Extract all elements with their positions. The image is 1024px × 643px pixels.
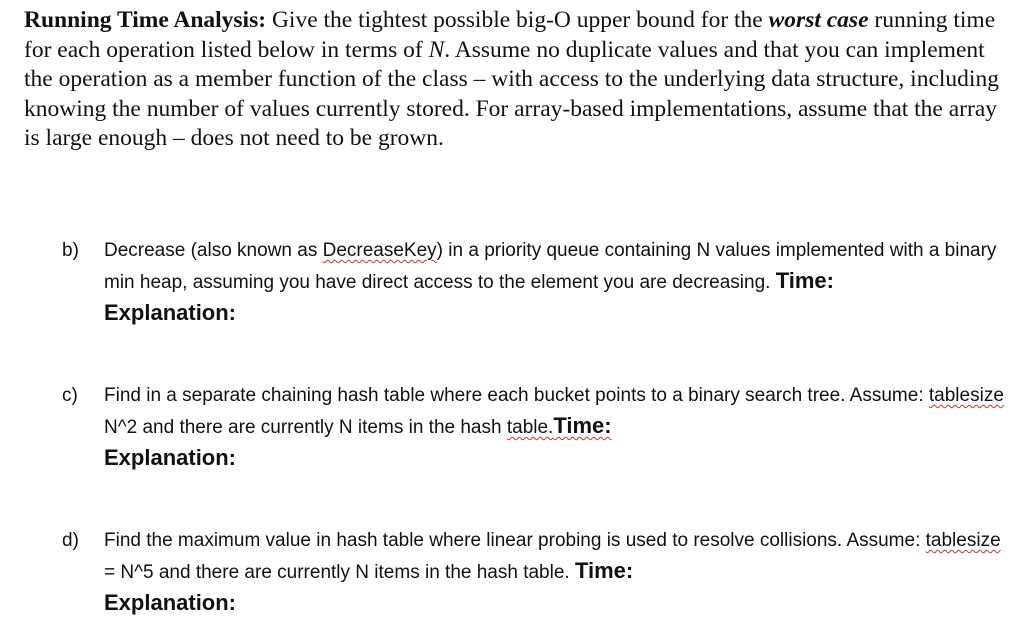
question-text: Find in a separate chaining hash table where each bucket points to a binary search tree. Assume: [104, 385, 929, 406]
spellcheck-word: DecreaseKey [322, 240, 437, 261]
explanation-label[interactable]: Explanation: [104, 445, 237, 470]
spellcheck-word: tablesize [925, 530, 1001, 551]
question-label: b) [62, 240, 79, 261]
time-label[interactable]: Time: [775, 268, 834, 293]
variable-n: N [428, 36, 445, 63]
explanation-label[interactable]: Explanation: [104, 590, 237, 615]
question-d [62, 526, 1012, 618]
question-text: Decrease (also known as [104, 240, 323, 261]
spellcheck-word: tablesize [928, 385, 1004, 406]
intro-text-2: running time for each operation listed below in terms of [24, 7, 996, 63]
question-b [62, 236, 1012, 328]
intro-text-1: Give the tightest possible big-O upper bound for the [266, 7, 769, 33]
intro-paragraph [24, 6, 1009, 154]
question-body [104, 236, 1012, 328]
spellcheck-word: table. [506, 417, 554, 438]
time-label[interactable]: Time: [553, 413, 612, 438]
question-label: c) [62, 385, 78, 406]
intro-text-3: . Assume no duplicate values and that you can implement the operation as a member function of the class – with access to the underlying data structure, including knowing the number of values currently stored. For array-based implementations, assume that the array is large enough – does not need to be grown. [24, 36, 999, 152]
worst-case-emphasis: worst case [768, 7, 869, 33]
question-text: N^2 and there are currently N items in the hash [104, 417, 507, 438]
intro-heading: Running Time Analysis: [24, 7, 267, 33]
question-label: d) [62, 530, 79, 551]
question-text: ) in a priority queue containing N values implemented with a binary min heap, assuming you have direct access to the element you are decreasing. [104, 240, 997, 293]
question-body [104, 381, 1012, 473]
time-label[interactable]: Time: [574, 558, 634, 583]
question-body [104, 526, 1012, 618]
question-c [62, 381, 1012, 473]
explanation-label[interactable]: Explanation: [104, 300, 237, 325]
question-text: Find the maximum value in hash table where linear probing is used to resolve collisions. Assume: [104, 530, 926, 551]
question-text: = N^5 and there are currently N items in the hash table. [104, 562, 575, 583]
